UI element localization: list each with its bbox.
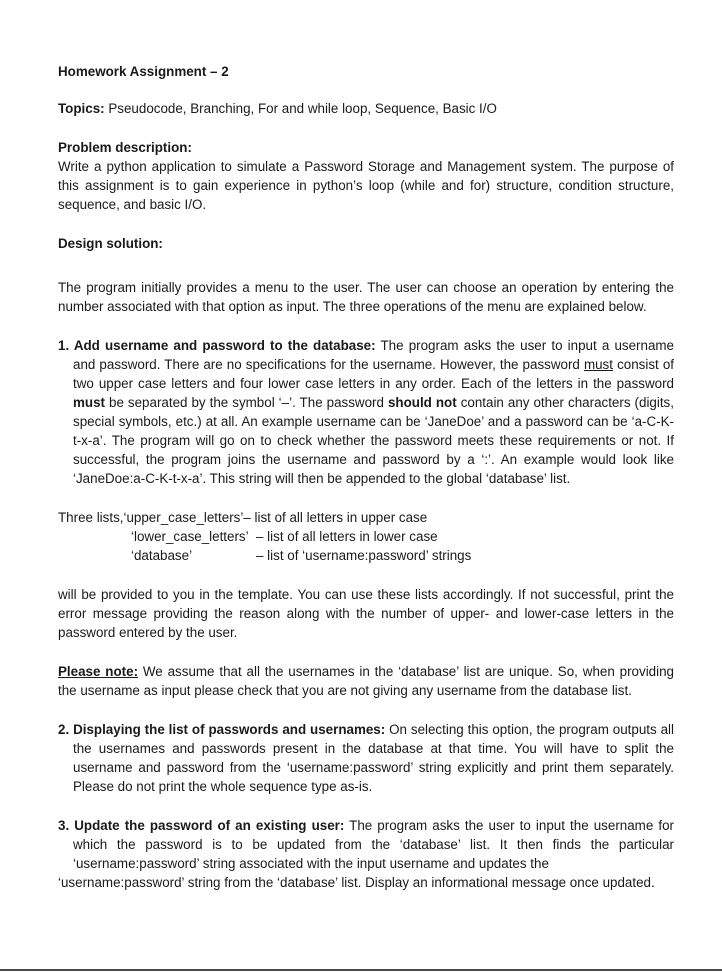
note-label: Please note: xyxy=(58,664,139,679)
page-bottom-rule xyxy=(0,969,722,971)
list-name: ‘upper_case_letters’ xyxy=(123,510,244,525)
list-desc: – list of ‘username:password’ strings xyxy=(256,548,472,563)
design-intro: The program initially provides a menu to the user. The user can choose an operation by entering the number associated with that option as input. The three operations of the menu are explained below. xyxy=(58,280,674,314)
item-update-password xyxy=(58,816,674,873)
item1-text-3: be separated by the symbol ‘–’. The password xyxy=(105,395,388,410)
item1-should-not: should not xyxy=(387,395,457,410)
list-name: ‘lower_case_letters’ xyxy=(131,529,249,544)
item-add-user xyxy=(58,336,674,488)
lists-intro: Three lists, xyxy=(58,510,124,525)
topics-line xyxy=(58,99,674,118)
list-row xyxy=(58,508,674,527)
item3-label: 3. Update the password of an existing user: xyxy=(58,818,345,833)
template-lists xyxy=(58,508,674,565)
item1-must-underlined: must xyxy=(583,357,613,372)
item1-text-1: The program asks the user to input a username and password. There are no specifications for the username. However, the password xyxy=(73,338,674,372)
note-text: We assume that all the usernames in the ‘database’ list are unique. So, when providing the username as input please check that you are not giving any username from the database list. xyxy=(58,664,674,698)
list-row xyxy=(58,546,674,565)
design-heading: Design solution: xyxy=(58,236,163,251)
problem-text: Write a python application to simulate a Password Storage and Management system. The purpose of this assignment is to gain experience in python’s loop (while and for) structure, condition structure, sequence, and basic I/O. xyxy=(58,159,674,212)
item1-text-2: consist of two upper case letters and four lower case letters in any order. Each of the letters in the password xyxy=(73,357,674,391)
item2-text: On selecting this option, the program outputs all the usernames and passwords present in the database at that time. You will have to split the username and password from the ‘username:password’ string explicitly and print them separately. Please do not print the whole sequence type as-is. xyxy=(73,722,674,794)
item3-last-line: ‘username:password’ string from the ‘database’ list. Display an informational message once updated. xyxy=(58,875,655,890)
list-desc: – list of all letters in lower case xyxy=(256,529,438,544)
list-row xyxy=(58,527,674,546)
item1-label: 1. Add username and password to the database: xyxy=(58,338,376,353)
list-desc: – list of all letters in upper case xyxy=(243,510,428,525)
after-lists-text: will be provided to you in the template. You can use these lists accordingly. If not successful, print the error message providing the reason along with the number of upper- and lower-case letters in the password entered by the user. xyxy=(58,587,674,640)
item2-label: 2. Displaying the list of passwords and usernames: xyxy=(58,722,386,737)
item3-text: The program asks the user to input the username for which the password is to be updated from the ‘database’ list. It then finds the particular ‘username:password’ string associated with the input username and updates the xyxy=(73,818,674,871)
problem-heading: Problem description: xyxy=(58,140,192,155)
note-paragraph xyxy=(58,662,674,700)
item1-text-4: contain any other characters (digits, special symbols, etc.) at all. An example username can be ‘JaneDoe’ and a password can be ‘a-C-K-t-x-a’. The program will go on to check whether the password meets these requirements or not. If successful, the program joins the username and password by a ‘:’. An example would look like ‘JaneDoe:a-C-K-t-x-a’. This string will then be appended to the global ‘database’ list. xyxy=(73,395,674,486)
list-name: ‘database’ xyxy=(131,548,193,563)
assignment-title: Homework Assignment – 2 xyxy=(58,64,229,79)
topics-text: Pseudocode, Branching, For and while loop, Sequence, Basic I/O xyxy=(104,101,497,116)
document-page xyxy=(58,62,674,892)
item-display-list xyxy=(58,720,674,796)
topics-label: Topics: xyxy=(58,101,105,116)
item1-must-bold: must xyxy=(73,395,105,410)
